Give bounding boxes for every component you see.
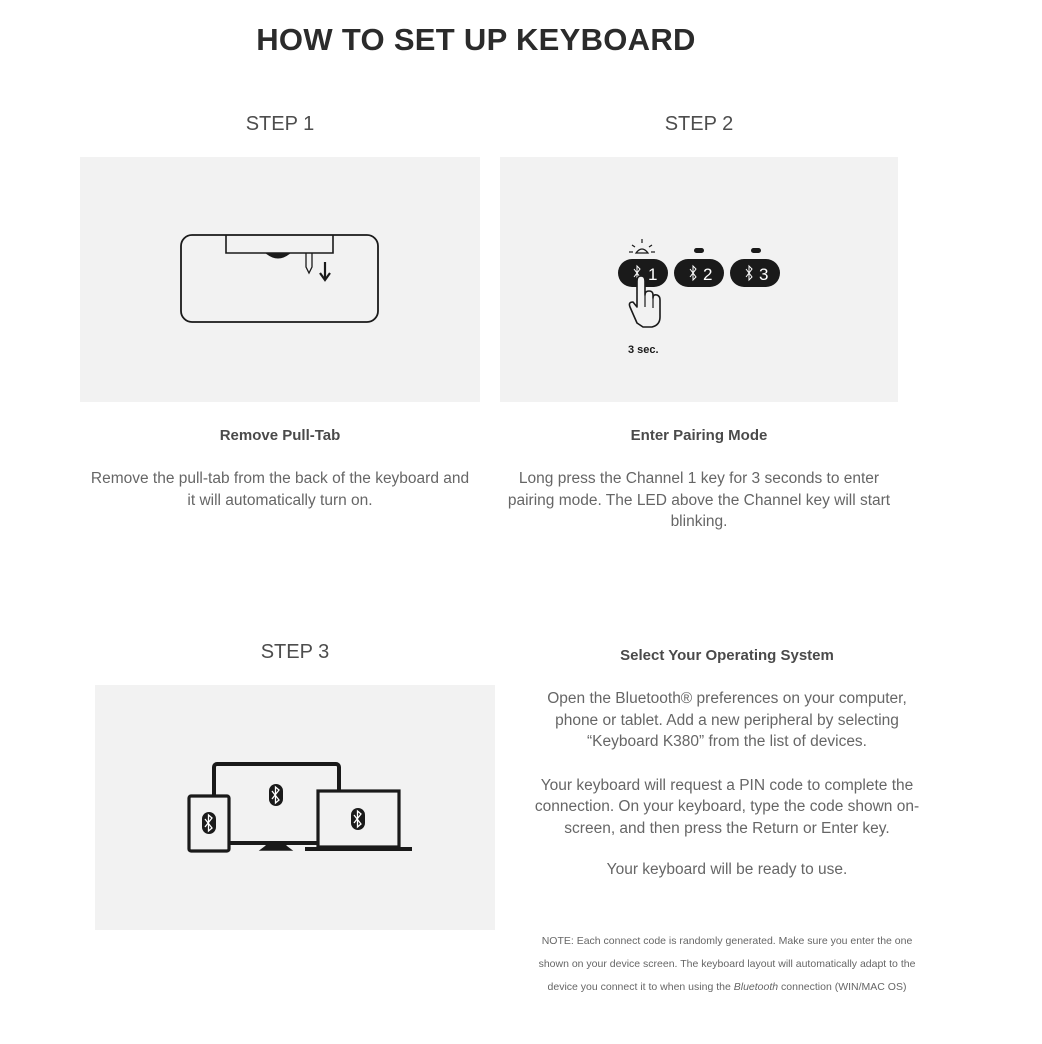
channel-key-3 (730, 259, 780, 287)
step-3-paragraph-2: Your keyboard will request a PIN code to complete the connection. On your keyboard, type the code shown on-screen, and then press the Return or Enter key. (534, 776, 920, 837)
step-3-paragraph-1: Open the Bluetooth® preferences on your computer, phone or tablet. Add a new peripheral by selecting “Keyboard K380” from the list of devices. (547, 690, 907, 750)
press-duration: 3 sec. (628, 344, 659, 356)
step-3-heading: Select Your Operating System (620, 647, 834, 664)
step-1-heading: Remove Pull-Tab (219, 427, 341, 444)
step-2-illustration (500, 157, 898, 402)
note-text: NOTE: Each connect code is randomly generated. Make sure you enter the one shown on your device screen. The keyboard layout will automatically adapt to the device you connect it to when using the (538, 935, 916, 993)
channel-key-2-label: 2 (703, 265, 713, 284)
note-suffix: connection (WIN/MAC OS) (781, 981, 907, 993)
led-blink-icon (629, 239, 655, 253)
step-3-label: STEP 3 (260, 641, 330, 663)
led-indicator-2 (694, 248, 704, 253)
channel-key-3-label: 3 (759, 265, 769, 284)
led-indicator-3 (751, 248, 761, 253)
step-3-description (526, 688, 928, 881)
page-title: HOW TO SET UP KEYBOARD (256, 22, 696, 57)
step-3-paragraph-3: Your keyboard will be ready to use. (606, 861, 848, 878)
step-2-description: Long press the Channel 1 key for 3 seconds to enter pairing mode. The LED above the Channel key will start blinking. (507, 470, 891, 530)
step-2-heading: Enter Pairing Mode (630, 427, 768, 444)
step-3-illustration (95, 685, 495, 930)
channel-key-2 (674, 259, 724, 287)
keyboard-back-icon (80, 157, 480, 402)
note-bluetooth: Bluetooth (733, 981, 779, 993)
step-1-illustration (80, 157, 480, 402)
step-2-label: STEP 2 (664, 113, 734, 135)
arrow-down-icon (320, 262, 330, 280)
step-1-description: Remove the pull-tab from the back of the keyboard and it will automatically turn on. (90, 470, 470, 509)
step-3-note (531, 930, 923, 999)
step-1-label: STEP 1 (245, 113, 315, 135)
channel-key-1-label: 1 (648, 265, 658, 284)
